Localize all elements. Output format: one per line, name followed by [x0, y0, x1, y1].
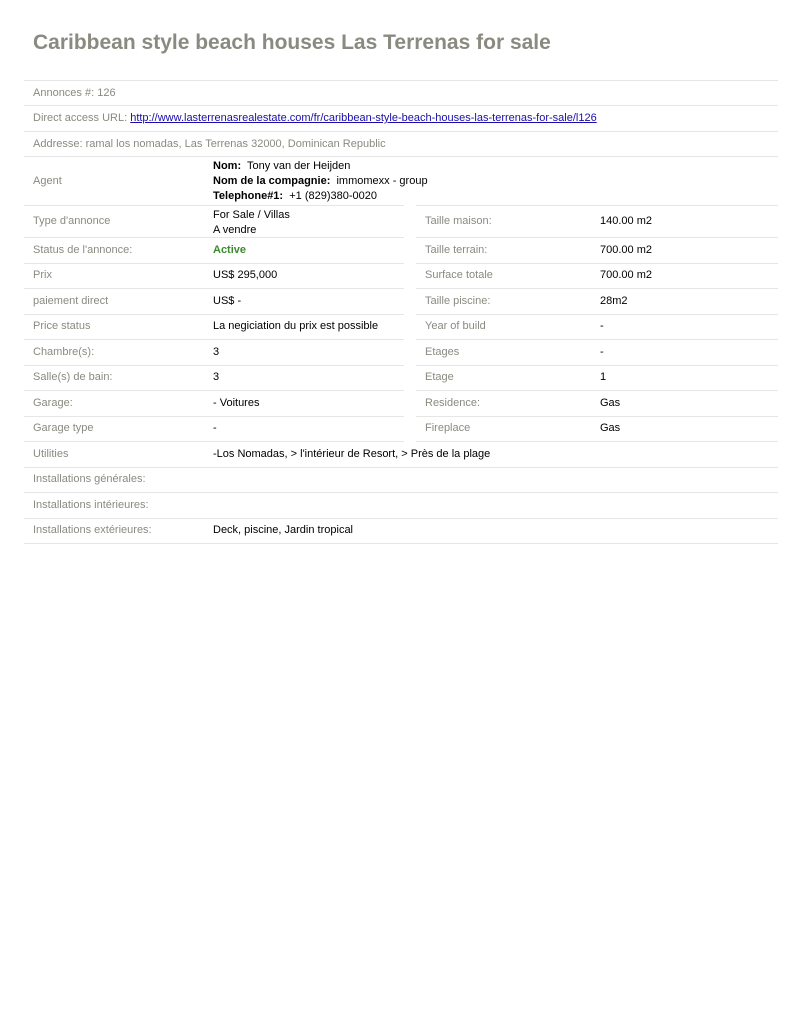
agent-company-label: Nom de la compagnie:: [213, 175, 331, 187]
divider: [24, 339, 404, 340]
right-row-label: Etage: [425, 371, 454, 383]
right-row-value: -: [600, 320, 604, 332]
divider: [416, 441, 778, 442]
divider: [24, 416, 404, 417]
divider: [24, 237, 404, 238]
divider: [24, 543, 778, 544]
right-row-value: Gas: [600, 422, 621, 434]
divider: [416, 205, 778, 206]
divider: [416, 314, 778, 315]
left-row-label: Garage type: [33, 422, 94, 434]
annonce-label: Annonces #:: [33, 87, 95, 99]
right-row-label: Taille maison:: [425, 215, 492, 227]
type-line-2: A vendre: [213, 224, 257, 236]
left-row-value: La negiciation du prix est possible: [213, 320, 379, 332]
right-row-value: 700.00 m2: [600, 269, 652, 281]
agent-details: [213, 159, 428, 204]
type-label: Type d'annonce: [33, 215, 111, 227]
right-row-value: 140.00 m2: [600, 215, 652, 227]
divider: [416, 288, 778, 289]
divider: [24, 263, 404, 264]
left-row-label: Chambre(s):: [33, 346, 95, 358]
divider: [24, 492, 778, 493]
right-row-value: 700.00 m2: [600, 244, 652, 256]
direct-url-label: Direct access URL:: [33, 112, 128, 124]
right-row-label: Etages: [425, 346, 460, 358]
agent-name: Tony van der Heijden: [247, 160, 351, 172]
divider: [416, 416, 778, 417]
right-row-label: Fireplace: [425, 422, 471, 434]
divider: [24, 205, 404, 206]
bottom-row-label: Utilities: [33, 448, 69, 460]
divider: [24, 314, 404, 315]
left-row-label: Salle(s) de bain:: [33, 371, 113, 383]
divider: [416, 263, 778, 264]
type-value: [213, 208, 290, 238]
type-line-1: For Sale / Villas: [213, 209, 290, 221]
left-row-value: US$ 295,000: [213, 269, 278, 281]
left-row-label: Prix: [33, 269, 52, 281]
direct-url-link[interactable]: http://www.lasterrenasrealestate.com/fr/caribbean-style-beach-houses-las-terrenas-for-sale/l126: [130, 112, 597, 124]
right-row-label: Surface totale: [425, 269, 493, 281]
left-row-value: 3: [213, 346, 220, 358]
divider: [24, 390, 404, 391]
agent-phone: +1 (829)380-0020: [289, 190, 377, 202]
agent-phone-label: Telephone#1:: [213, 190, 284, 202]
left-row-label: Status de l'annonce:: [33, 244, 133, 256]
status-badge: Active: [213, 244, 247, 256]
direct-url-row: [24, 105, 778, 130]
agent-company: immomexx - group: [336, 175, 428, 187]
divider: [416, 339, 778, 340]
page-title: Caribbean style beach houses Las Terrenas for sale: [33, 31, 551, 54]
right-row-label: Residence:: [425, 397, 481, 409]
left-row-value: -: [213, 422, 217, 434]
address-row: [24, 131, 778, 156]
right-row-value: -: [600, 346, 604, 358]
bottom-row-label: Installations générales:: [33, 473, 146, 485]
agent-row: [24, 156, 778, 206]
left-row-value: US$ -: [213, 295, 242, 307]
divider: [24, 441, 404, 442]
right-row-label: Year of build: [425, 320, 486, 332]
annonce-row: [24, 80, 778, 105]
left-row-label: Garage:: [33, 397, 73, 409]
divider: [24, 365, 404, 366]
address-label: Addresse:: [33, 138, 83, 150]
divider: [416, 237, 778, 238]
right-row-value: Gas: [600, 397, 621, 409]
bottom-row-value: -Los Nomadas, > l'intérieur de Resort, > Près de la plage: [213, 448, 491, 460]
agent-name-label: Nom:: [213, 160, 242, 172]
right-row-value: 1: [600, 371, 607, 383]
bottom-row-label: Installations extérieures:: [33, 524, 152, 536]
bottom-row-label: Installations intérieures:: [33, 499, 149, 511]
right-row-value: 28m2: [600, 295, 628, 307]
right-row-label: Taille piscine:: [425, 295, 491, 307]
annonce-number: 126: [97, 87, 116, 99]
divider: [416, 365, 778, 366]
address-value: ramal los nomadas, Las Terrenas 32000, Dominican Republic: [85, 138, 386, 150]
left-row-value: 3: [213, 371, 220, 383]
divider: [24, 467, 778, 468]
agent-label: Agent: [33, 175, 62, 187]
left-row-value: - Voitures: [213, 397, 260, 409]
right-row-label: Taille terrain:: [425, 244, 488, 256]
divider: [416, 390, 778, 391]
divider: [24, 288, 404, 289]
left-row-label: paiement direct: [33, 295, 109, 307]
bottom-row-value: Deck, piscine, Jardin tropical: [213, 524, 354, 536]
divider: [24, 518, 778, 519]
left-row-label: Price status: [33, 320, 91, 332]
